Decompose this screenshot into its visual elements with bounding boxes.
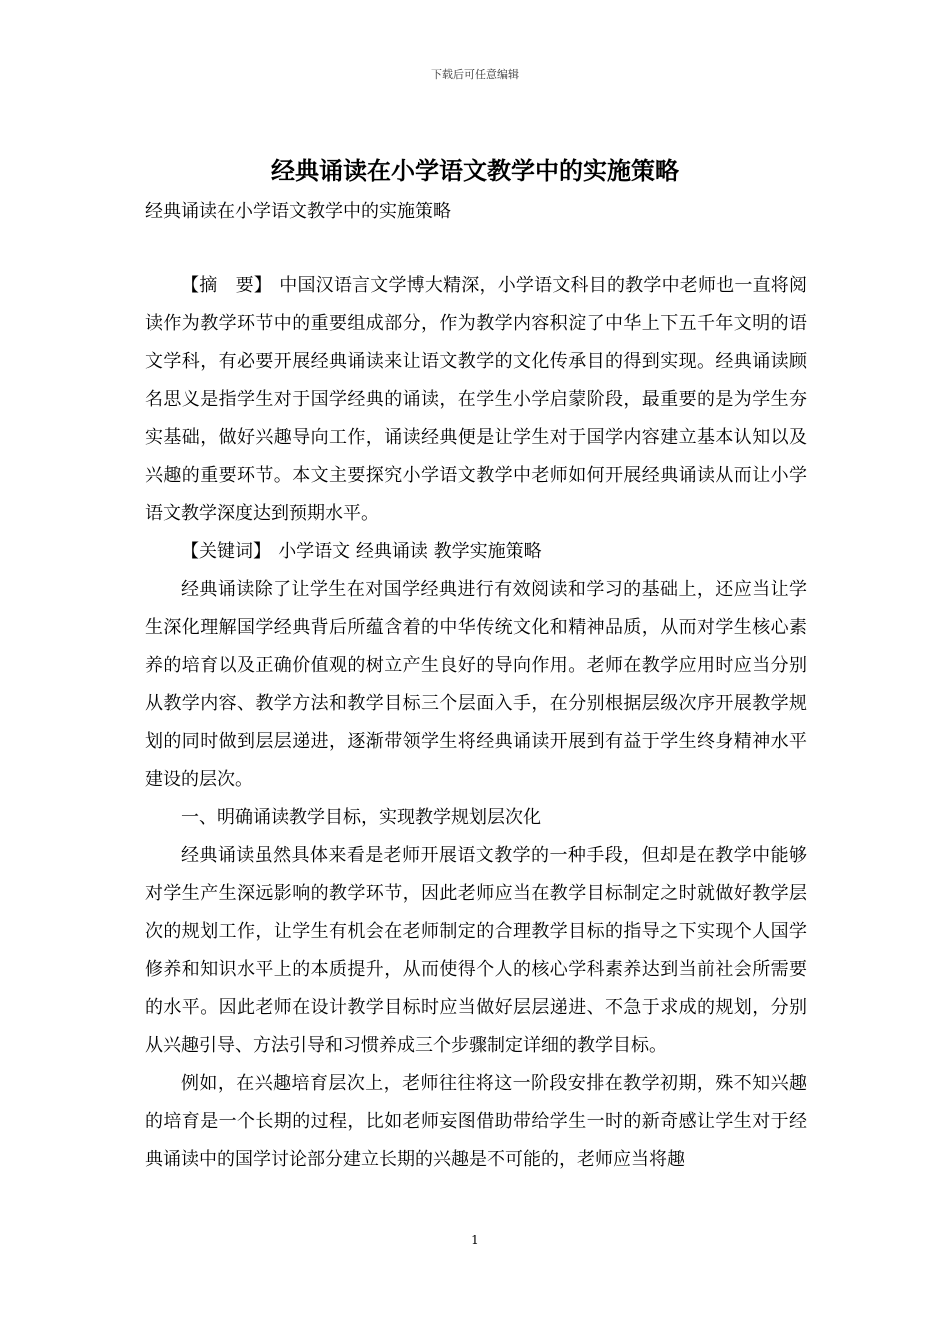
document-subtitle: 经典诵读在小学语文教学中的实施策略: [145, 201, 451, 222]
page-header-note: 下载后可任意编辑: [431, 68, 519, 81]
abstract-text: 中国汉语言文学博大精深，小学语文科目的教学中老师也一直将阅读作为教学环节中的重要组成部分，作为教学内容积淀了中华上下五千年文明的语文学科，有必要开展经典诵读来让语文教学的文化传承目的得到实现。经典诵读顾名思义是指学生对于国学经典的诵读，在学生小学启蒙阶段，最重要的是为学生夯实基础，做好兴趣导向工作，诵读经典便是让学生对于国学内容建立基本认知以及兴趣的重要环节。本文主要探究小学语文教学中老师如何开展经典诵读从而让小学语文教学深度达到预期水平。: [145, 275, 808, 524]
body-paragraph-1: 经典诵读除了让学生在对国学经典进行有效阅读和学习的基础上，还应当让学生深化理解国学经典背后所蕴含着的中华传统文化和精神品质，从而对学生核心素养的培育以及正确价值观的树立产生良好的导向作用。老师在教学应用时应当分别从教学内容、教学方法和教学目标三个层面入手，在分别根据层级次序开展教学规划的同时做到层层递进，逐渐带领学生将经典诵读开展到有益于学生终身精神水平建设的层次。: [145, 579, 807, 790]
abstract-label: 【摘 要】: [181, 275, 273, 296]
keywords-text: 小学语文 经典诵读 教学实施策略: [278, 541, 542, 562]
abstract-paragraph: [145, 267, 807, 533]
body-paragraph-3: 例如，在兴趣培育层次上，老师往往将这一阶段安排在教学初期，殊不知兴趣的培育是一个长期的过程，比如老师妄图借助带给学生一时的新奇感让学生对于经典诵读中的国学讨论部分建立长期的兴趣是不可能的，老师应当将趣: [145, 1073, 807, 1170]
document-body: [145, 267, 807, 1179]
body-paragraph-2: 经典诵读虽然具体来看是老师开展语文教学的一种手段，但却是在教学中能够对学生产生深远影响的教学环节，因此老师应当在教学目标制定之时就做好教学层次的规划工作，让学生有机会在老师制定的合理教学目标的指导之下实现个人国学修养和知识水平上的本质提升，从而使得个人的核心学科素养达到当前社会所需要的水平。因此老师在设计教学目标时应当做好层层递进、不急于求成的规划，分别从兴趣引导、方法引导和习惯养成三个步骤制定详细的教学目标。: [145, 845, 807, 1056]
keywords-paragraph: [145, 533, 807, 571]
document-title: 经典诵读在小学语文教学中的实施策略: [271, 156, 679, 185]
keywords-label: 【关键词】: [181, 541, 271, 562]
section-heading-1: 一、明确诵读教学目标，实现教学规划层次化: [181, 807, 541, 828]
page-number: 1: [471, 1233, 479, 1247]
